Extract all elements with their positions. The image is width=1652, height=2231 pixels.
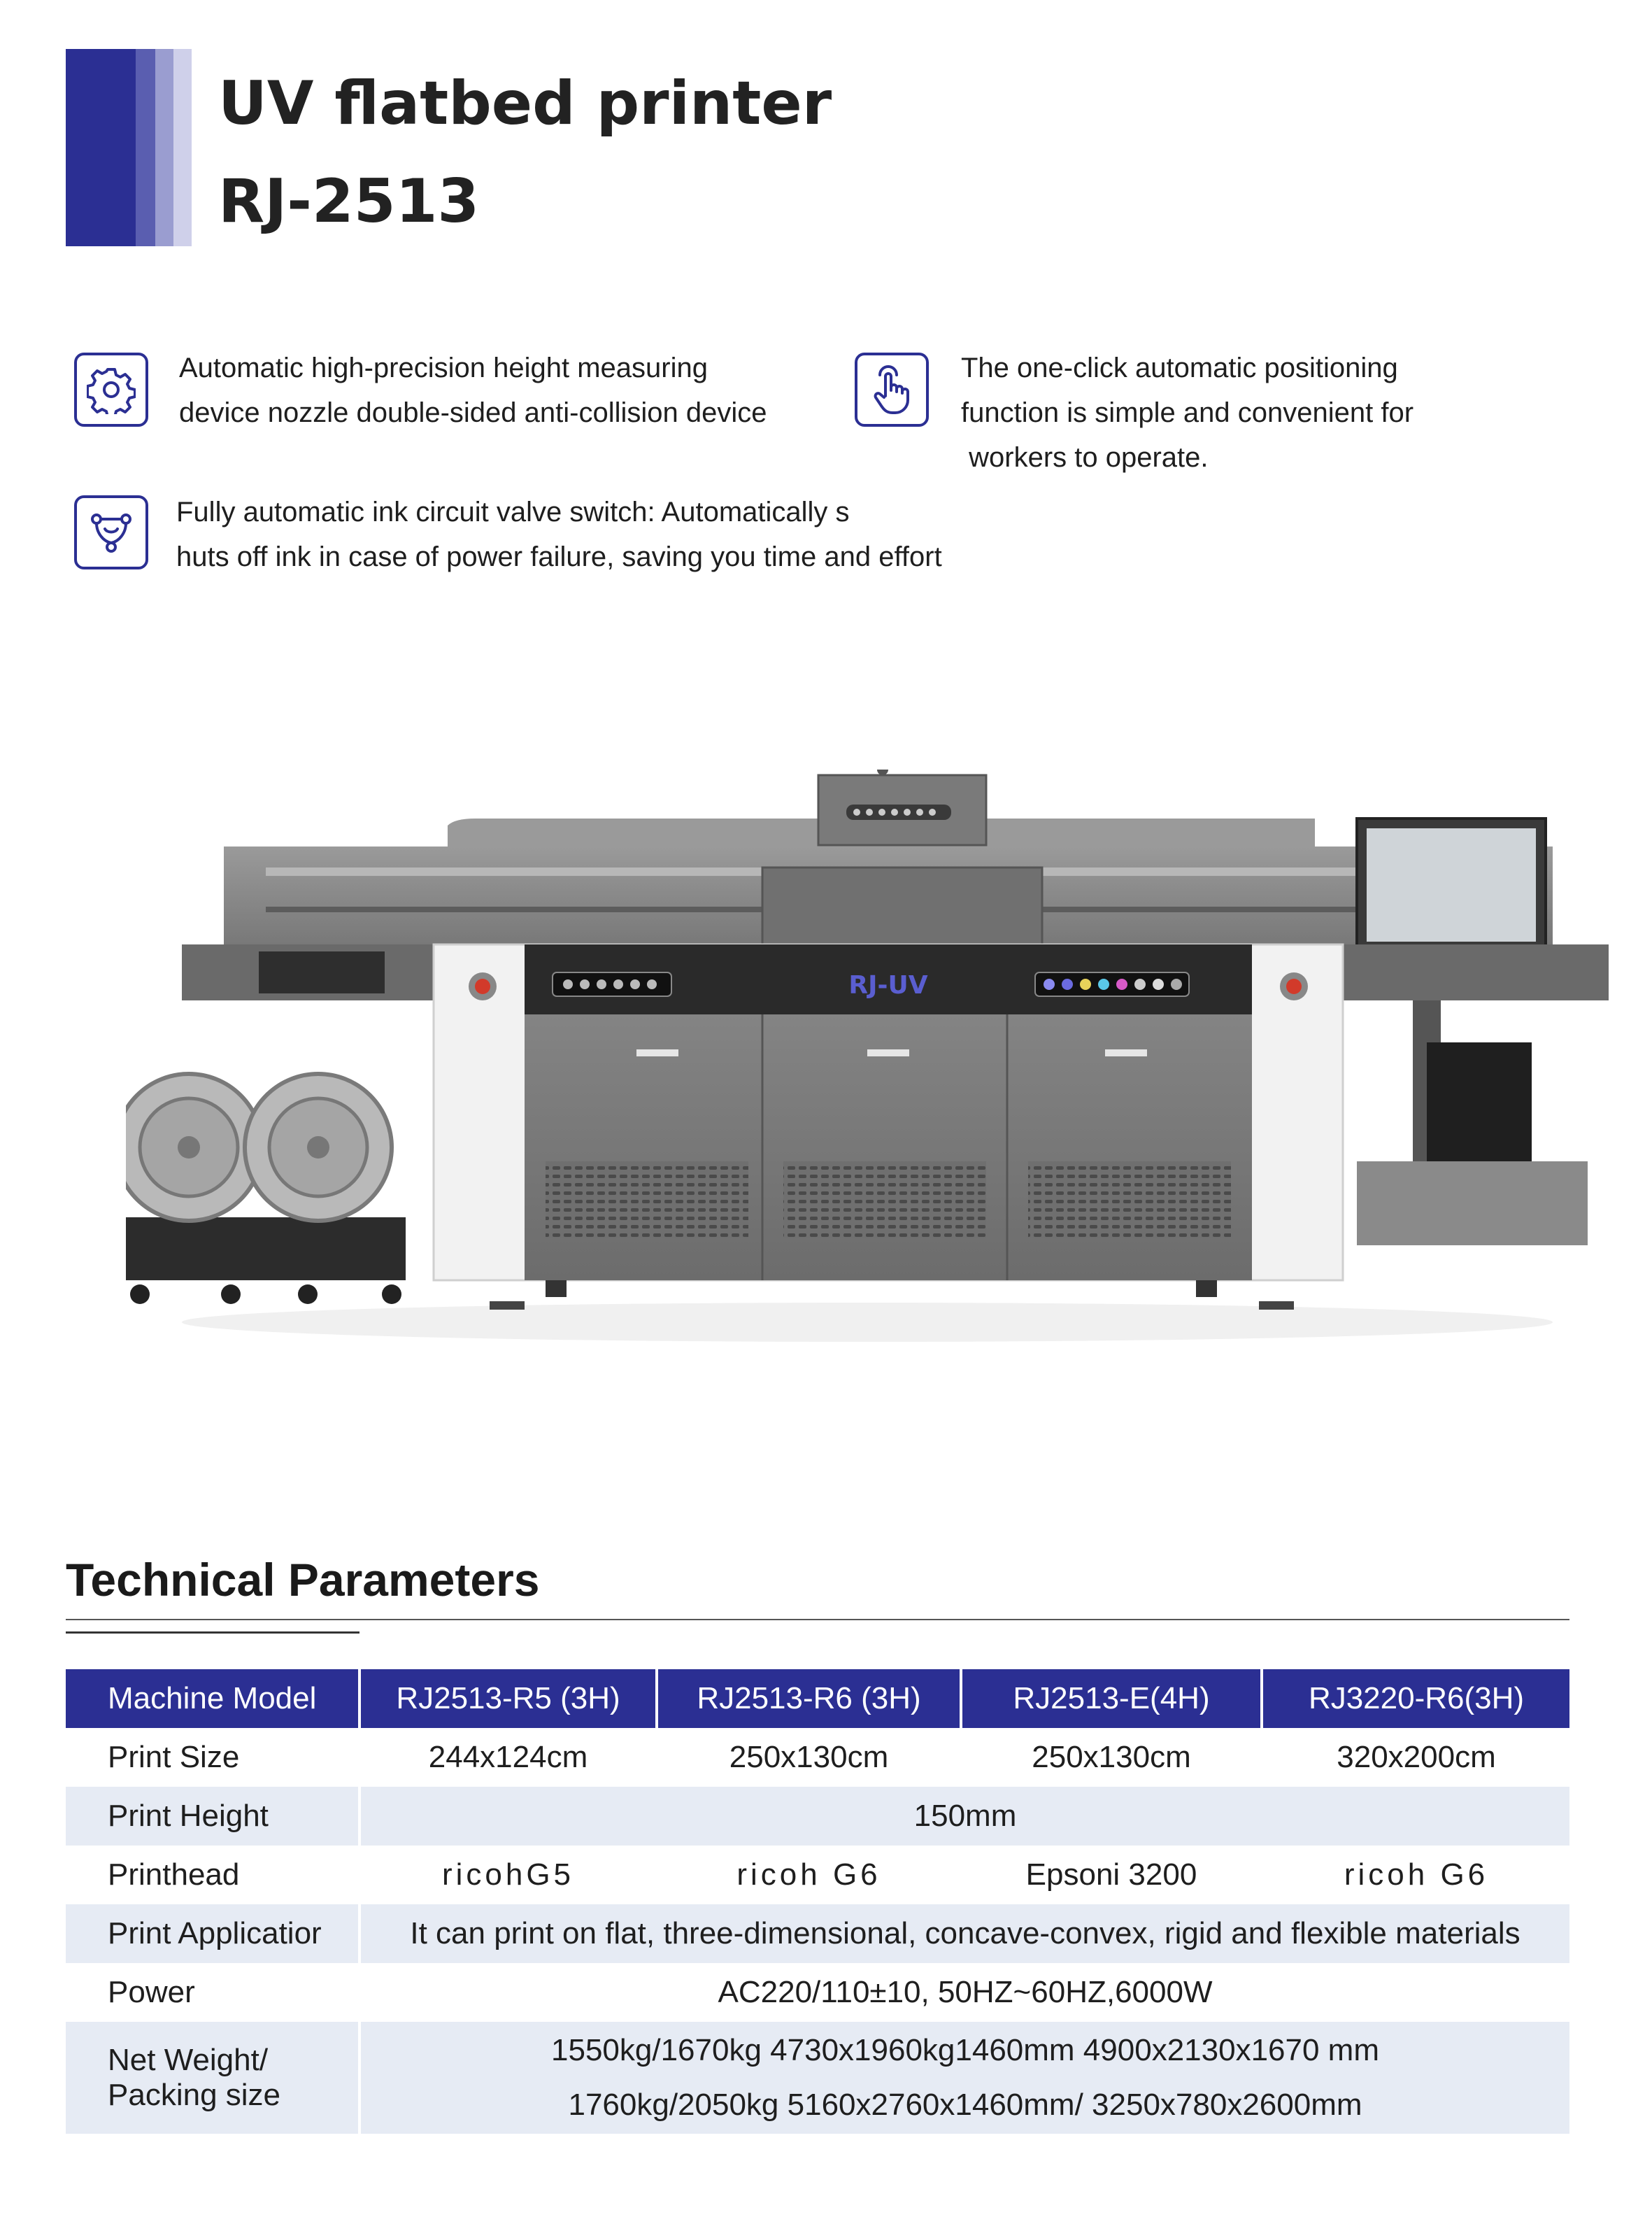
gear-icon [74, 353, 148, 427]
table-row [66, 1846, 1569, 1904]
table-cell [359, 2022, 1569, 2134]
row-label: Print Height [66, 1787, 359, 1846]
row-label: Printhead [108, 1857, 240, 1892]
table-cell: 250x130cm [961, 1728, 1262, 1787]
feature-text-positioning: The one-click automatic positioning function is simple and convenient for workers to operate. [961, 353, 1414, 473]
table-cell: 150mm [359, 1787, 1569, 1846]
model-cell: RJ2513-E(4H) [961, 1669, 1262, 1728]
page-title: UV flatbed printer [218, 69, 832, 139]
row-label [66, 2022, 359, 2134]
table-cell: It can print on flat, three-dimensional, concave-convex, rigid and flexible materials [359, 1904, 1569, 1963]
parameters-table [66, 1669, 1569, 2134]
section-divider [66, 1619, 1569, 1620]
weight-line: 1550kg/1670kg 4730x1960kg1460mm 4900x2130x1670 mm [551, 2033, 1379, 2067]
table-cell: Epsoni 3200 [961, 1846, 1262, 1904]
row-label-line: Net Weight/ [108, 2043, 269, 2077]
table-header-row [66, 1669, 1569, 1728]
model-cell: RJ2513-R5 (3H) [359, 1669, 657, 1728]
model-title: RJ-2513 [218, 167, 480, 236]
section-title: Technical Parameters [66, 1554, 540, 1606]
weight-line: 1760kg/2050kg 5160x2760x1460mm/ 3250x780x2600mm [568, 2088, 1362, 2122]
table-row [66, 1904, 1569, 1963]
table-row [66, 2022, 1569, 2134]
header-accent [66, 49, 192, 246]
row-label: Power [108, 1975, 195, 2009]
table-cell: 250x130cm [657, 1728, 961, 1787]
table-cell: ricoh G6 [1262, 1846, 1569, 1904]
section-underline [66, 1631, 359, 1634]
table-cell: 244x124cm [359, 1728, 657, 1787]
table-row [66, 1963, 1569, 2022]
feature-text-ink-valve: Fully automatic ink circuit valve switch: Automatically s huts off ink in case of power failure, saving you time and effort [176, 497, 942, 572]
row-label: Print Size [108, 1740, 240, 1774]
table-cell: ricohG5 [359, 1846, 657, 1904]
table-cell: 320x200cm [1262, 1728, 1569, 1787]
touch-hand-icon [855, 353, 929, 427]
table-row [66, 1787, 1569, 1846]
row-label: Machine Model [66, 1669, 359, 1728]
row-label-line: Packing size [108, 2078, 281, 2112]
table-cell: ricoh G6 [657, 1846, 961, 1904]
model-cell: RJ2513-R6 (3H) [657, 1669, 961, 1728]
table-cell: AC220/110±10, 50HZ~60HZ,6000W [359, 1963, 1569, 2022]
model-cell: RJ3220-R6(3H) [1262, 1669, 1569, 1728]
row-label: Print Applicatior [66, 1904, 359, 1963]
valve-icon [74, 495, 148, 569]
printer-brand-label: RJ-UV [848, 971, 928, 1000]
printer-illustration [126, 770, 1623, 1350]
feature-text-height-measuring: Automatic high-precision height measuring device nozzle double-sided anti-collision device [179, 353, 767, 428]
table-row [66, 1728, 1569, 1787]
